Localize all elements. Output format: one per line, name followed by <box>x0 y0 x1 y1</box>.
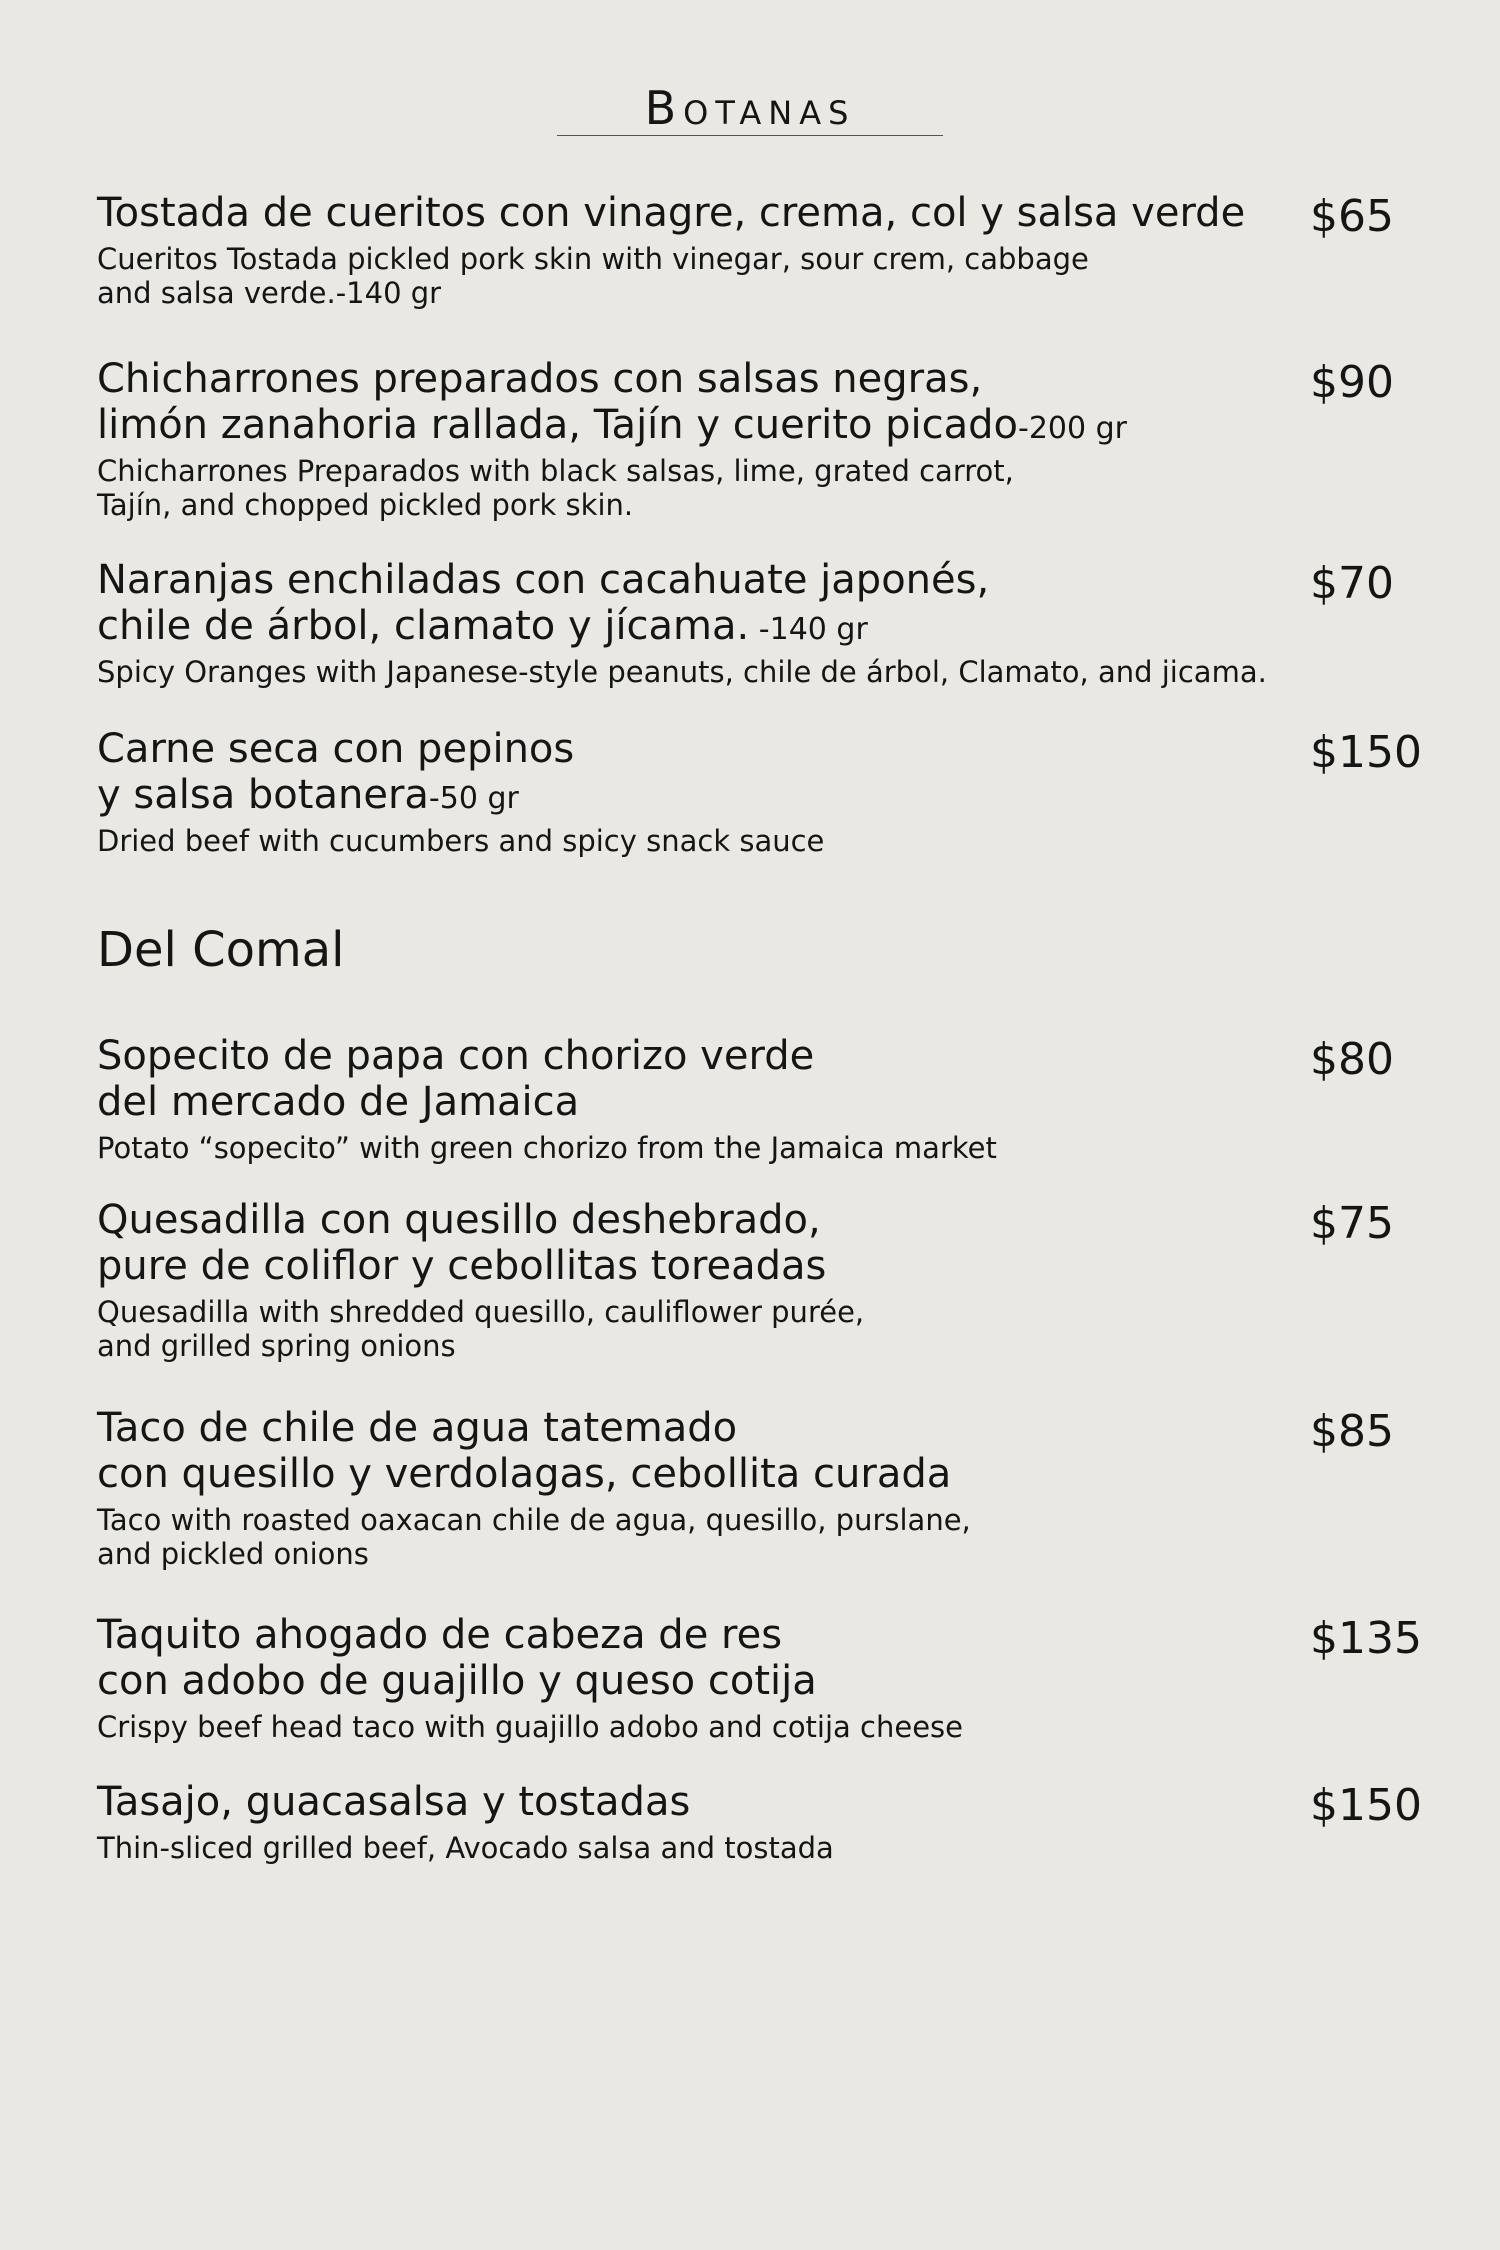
menu-item <box>97 557 1397 689</box>
item-description: Spicy Oranges with Japanese-style peanuts, chile de árbol, Clamato, and jicama. <box>97 655 1267 689</box>
item-price: $75 <box>1310 1198 1394 1249</box>
item-name <box>97 1197 1297 1293</box>
item-description: Cueritos Tostada pickled pork skin with vinegar, sour crem, cabbage and salsa verde.-140 gr <box>97 242 1089 310</box>
item-name <box>97 190 1297 240</box>
item-price: $150 <box>1310 727 1422 778</box>
item-name-text: Sopecito de papa con chorizo verde del mercado de Jamaica <box>97 1033 815 1125</box>
item-name-text: Quesadilla con quesillo deshebrado, pure de coliflor y cebollitas toreadas <box>97 1197 827 1289</box>
item-name-text: Naranjas enchiladas con cacahuate japonés, chile de árbol, clamato y jícama. <box>97 557 990 649</box>
item-description: Taco with roasted oaxacan chile de agua, quesillo, purslane, and pickled onions <box>97 1503 971 1571</box>
item-description: Dried beef with cucumbers and spicy snack sauce <box>97 824 825 858</box>
menu-item <box>97 1779 1422 1865</box>
item-price: $80 <box>1310 1034 1394 1085</box>
item-name <box>97 356 1297 452</box>
menu-item <box>97 356 1397 522</box>
menu-item <box>97 1612 1422 1744</box>
item-name-text: Chicharrones preparados con salsas negras, limón zanahoria rallada, Tajín y cuerito picado <box>97 356 1018 448</box>
item-name-text: Taquito ahogado de cabeza de res con adobo de guajillo y queso cotija <box>97 1612 817 1704</box>
item-description: Crispy beef head taco with guajillo adobo and cotija cheese <box>97 1710 963 1744</box>
item-price: $65 <box>1310 191 1394 242</box>
item-weight: -50 gr <box>428 781 519 816</box>
item-name-text: Taco de chile de agua tatemado con quesillo y verdolagas, cebollita curada <box>97 1405 952 1497</box>
item-name-text: Tasajo, guacasalsa y tostadas <box>97 1779 691 1825</box>
item-price: $135 <box>1310 1613 1422 1664</box>
item-description: Chicharrones Preparados with black salsas, lime, grated carrot, Tajín, and chopped pickled pork skin. <box>97 454 1014 522</box>
item-name-text: Tostada de cueritos con vinagre, crema, col y salsa verde <box>97 190 1246 236</box>
section-title-botanas: Botanas <box>644 81 856 135</box>
item-name <box>97 726 1297 822</box>
item-weight: -140 gr <box>749 612 868 647</box>
item-description: Quesadilla with shredded quesillo, cauliflower purée, and grilled spring onions <box>97 1295 865 1363</box>
item-price: $85 <box>1310 1406 1394 1457</box>
item-name <box>97 1779 1297 1829</box>
item-name <box>97 1033 1297 1129</box>
item-description: Potato “sopecito” with green chorizo from the Jamaica market <box>97 1131 997 1165</box>
item-name <box>97 557 1297 653</box>
item-description: Thin-sliced grilled beef, Avocado salsa and tostada <box>97 1831 834 1865</box>
item-name <box>97 1612 1297 1708</box>
item-price: $90 <box>1310 357 1394 408</box>
item-name <box>97 1405 1297 1501</box>
title-underline <box>557 135 943 136</box>
menu-item <box>97 1197 1397 1363</box>
item-price: $70 <box>1310 558 1394 609</box>
menu-item <box>97 190 1397 310</box>
menu-item <box>97 1033 1397 1165</box>
section-title-del-comal: Del Comal <box>97 922 345 978</box>
menu-item <box>97 1405 1397 1571</box>
item-name-text: Carne seca con pepinos y salsa botanera <box>97 726 575 818</box>
item-price: $150 <box>1310 1780 1422 1831</box>
item-weight: -200 gr <box>1018 411 1127 446</box>
menu-item <box>97 726 1422 858</box>
